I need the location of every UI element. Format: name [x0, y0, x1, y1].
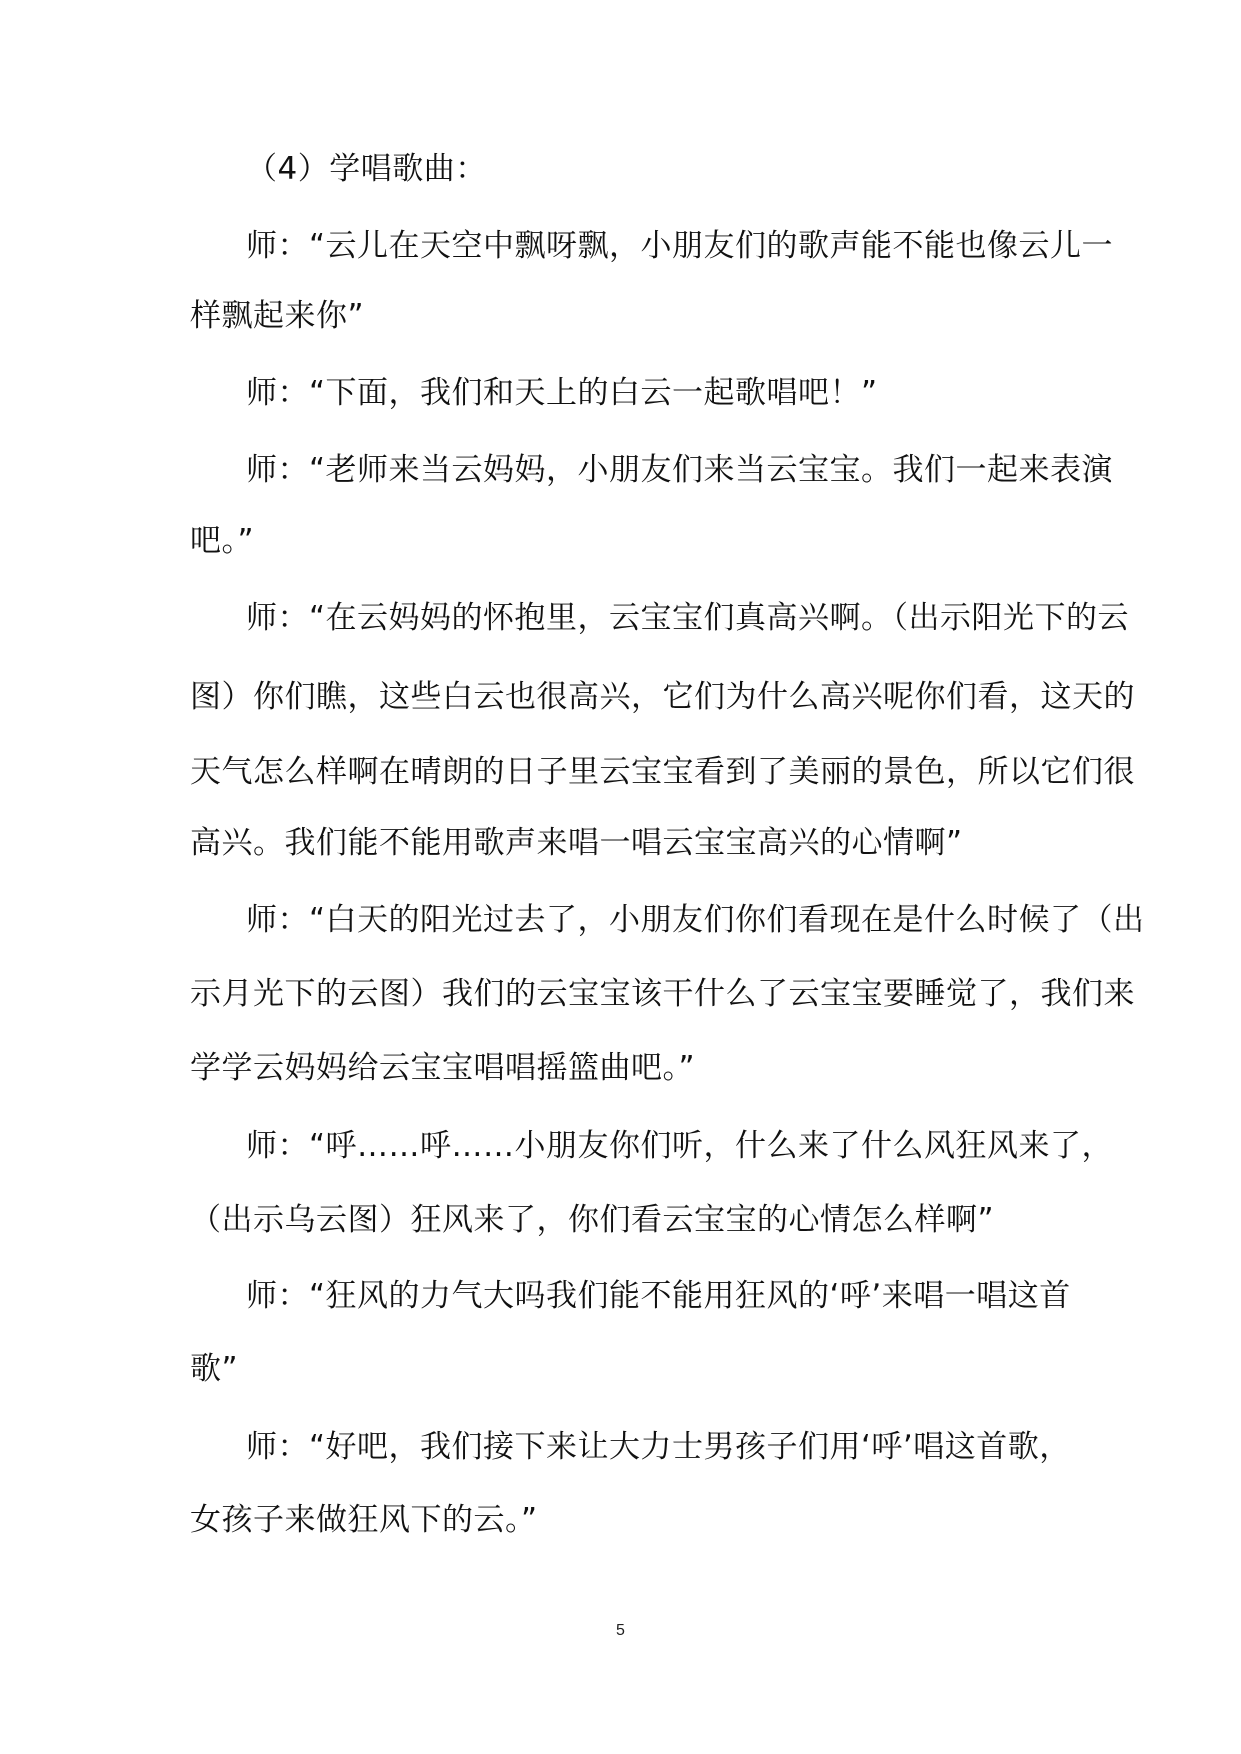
text-line: （4）学唱歌曲：	[246, 151, 487, 187]
text-line: 天气怎么样啊在晴朗的日子里云宝宝看到了美丽的景色，所以它们很	[190, 754, 1135, 790]
text-line: 师：“狂风的力气大吗我们能不能用狂风的‘呼’来唱一唱这首	[246, 1278, 1071, 1314]
text-line: 吧。”	[190, 523, 255, 559]
text-line: 学学云妈妈给云宝宝唱唱摇篮曲吧。”	[190, 1050, 696, 1086]
text-line: 样飘起来你”	[190, 298, 365, 334]
text-line: 歌”	[190, 1351, 239, 1387]
text-line: 师：“好吧，我们接下来让大力士男孩子们用‘呼’唱这首歌，	[246, 1429, 1071, 1465]
text-line: （出示乌云图）狂风来了，你们看云宝宝的心情怎么样啊”	[190, 1202, 995, 1238]
page-number: 5	[616, 1622, 625, 1639]
text-line: 师：“下面，我们和天上的白云一起歌唱吧！”	[246, 375, 878, 411]
text-line: 师：“白天的阳光过去了，小朋友们你们看现在是什么时候了（出	[246, 902, 1145, 938]
text-line: 图）你们瞧，这些白云也很高兴，它们为什么高兴呢你们看，这天的	[190, 679, 1135, 715]
text-line: 师：“在云妈妈的怀抱里，云宝宝们真高兴啊。（出示阳光下的云	[246, 600, 1130, 636]
text-line: 师：“呼……呼……小朋友你们听，什么来了什么风狂风来了，	[246, 1128, 1114, 1164]
text-line: 示月光下的云图）我们的云宝宝该干什么了云宝宝要睡觉了，我们来	[190, 976, 1135, 1012]
text-line: 高兴。我们能不能用歌声来唱一唱云宝宝高兴的心情啊”	[190, 825, 963, 861]
text-line: 师：“云儿在天空中飘呀飘，小朋友们的歌声能不能也像云儿一	[246, 228, 1114, 264]
text-line: 师：“老师来当云妈妈，小朋友们来当云宝宝。我们一起来表演	[246, 452, 1114, 488]
text-line: 女孩子来做狂风下的云。”	[190, 1502, 538, 1538]
